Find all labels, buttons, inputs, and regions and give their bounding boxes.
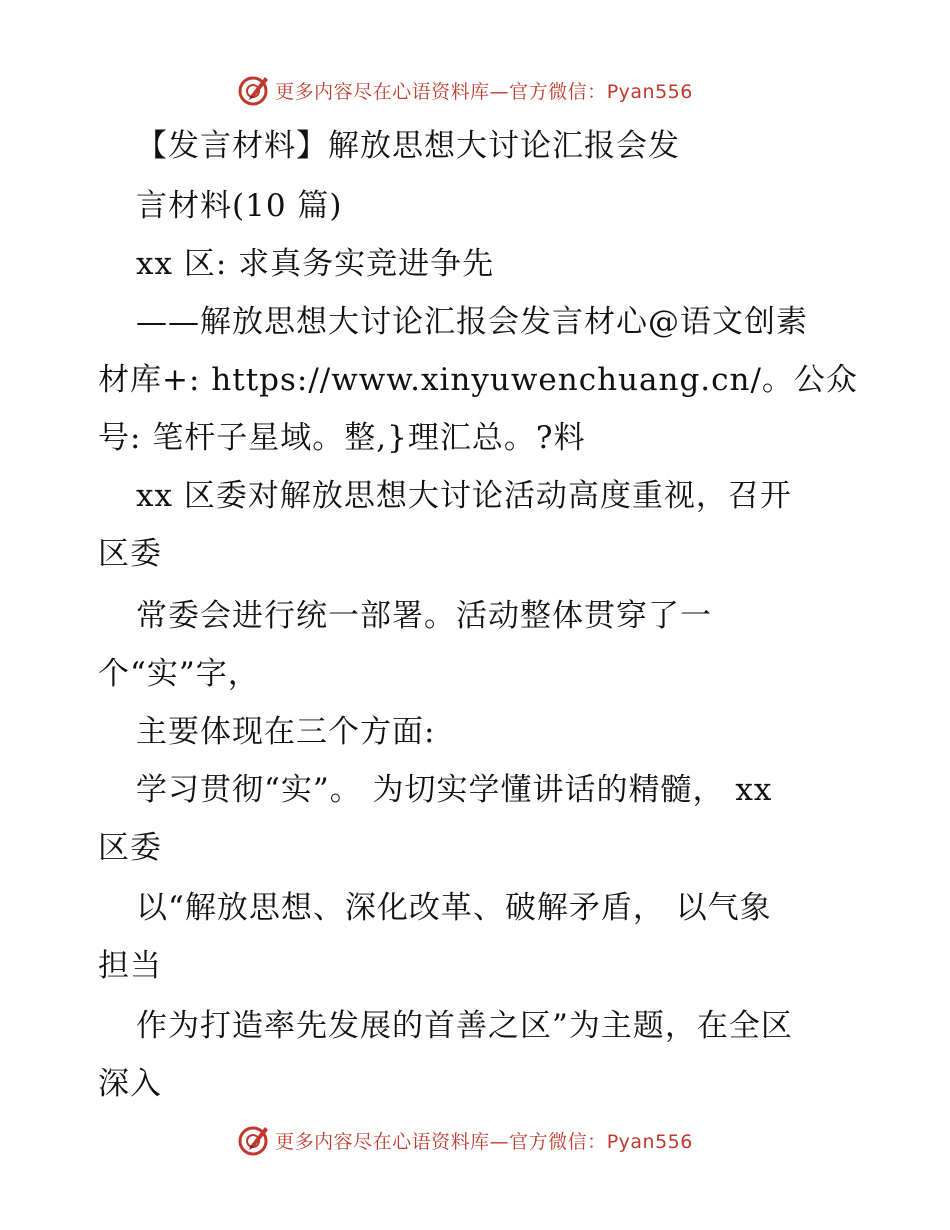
footer-banner — [0, 1120, 950, 1160]
footer-banner-text — [275, 1127, 693, 1154]
paragraph-line: 常委会进行统一部署。活动整体贯穿了一 — [136, 598, 712, 634]
pen-logo-icon — [237, 1123, 271, 1157]
header-banner-text — [275, 77, 693, 104]
paragraph-line: 担当 — [98, 948, 162, 984]
footer-wechat-id: Pyan556 — [606, 1130, 693, 1153]
pen-logo-icon — [237, 73, 271, 107]
document-title-line-1: 【发言材料】解放思想大讨论汇报会发 — [136, 128, 680, 164]
footer-wechat-label: 官方微信： — [509, 1130, 607, 1153]
header-banner — [0, 70, 950, 110]
account-line: 号: 笔杆子星域。整,}理汇总。?料 — [98, 420, 586, 456]
header-wechat-id: Pyan556 — [606, 80, 693, 103]
paragraph-line: xx 区委对解放思想大讨论活动高度重视，召开 — [136, 478, 792, 514]
paragraph-line: 区委 — [98, 536, 162, 572]
paragraph-line: 深入 — [98, 1066, 162, 1102]
footer-separator: — — [489, 1130, 510, 1153]
header-banner-content — [237, 73, 693, 107]
paragraph-line: 区委 — [98, 830, 162, 866]
paragraph-line: 个“实”字， — [98, 656, 260, 692]
section-heading: xx 区: 求真务实竞进争先 — [136, 246, 495, 282]
header-site-text: 更多内容尽在心语资料库 — [275, 80, 490, 103]
subtitle-line: ——解放思想大讨论汇报会发言材心@语文创素 — [136, 304, 808, 340]
header-wechat-label: 官方微信： — [509, 80, 607, 103]
paragraph-line: 作为打造率先发展的首善之区”为主题，在全区 — [136, 1008, 793, 1044]
footer-site-text: 更多内容尽在心语资料库 — [275, 1130, 490, 1153]
paragraph-line: 主要体现在三个方面: — [136, 714, 436, 750]
document-title-line-2: 言材料(10 篇) — [136, 188, 343, 224]
paragraph-line: 学习贯彻“实”。 为切实学懂讲话的精髓， xx — [136, 772, 773, 808]
header-separator: — — [489, 80, 510, 103]
source-line: 材库+: https://www.xinyuwenchuang.cn/。公众 — [98, 362, 858, 398]
footer-banner-content — [237, 1123, 693, 1157]
paragraph-line: 以“解放思想、深化改革、破解矛盾， 以气象 — [136, 890, 772, 926]
